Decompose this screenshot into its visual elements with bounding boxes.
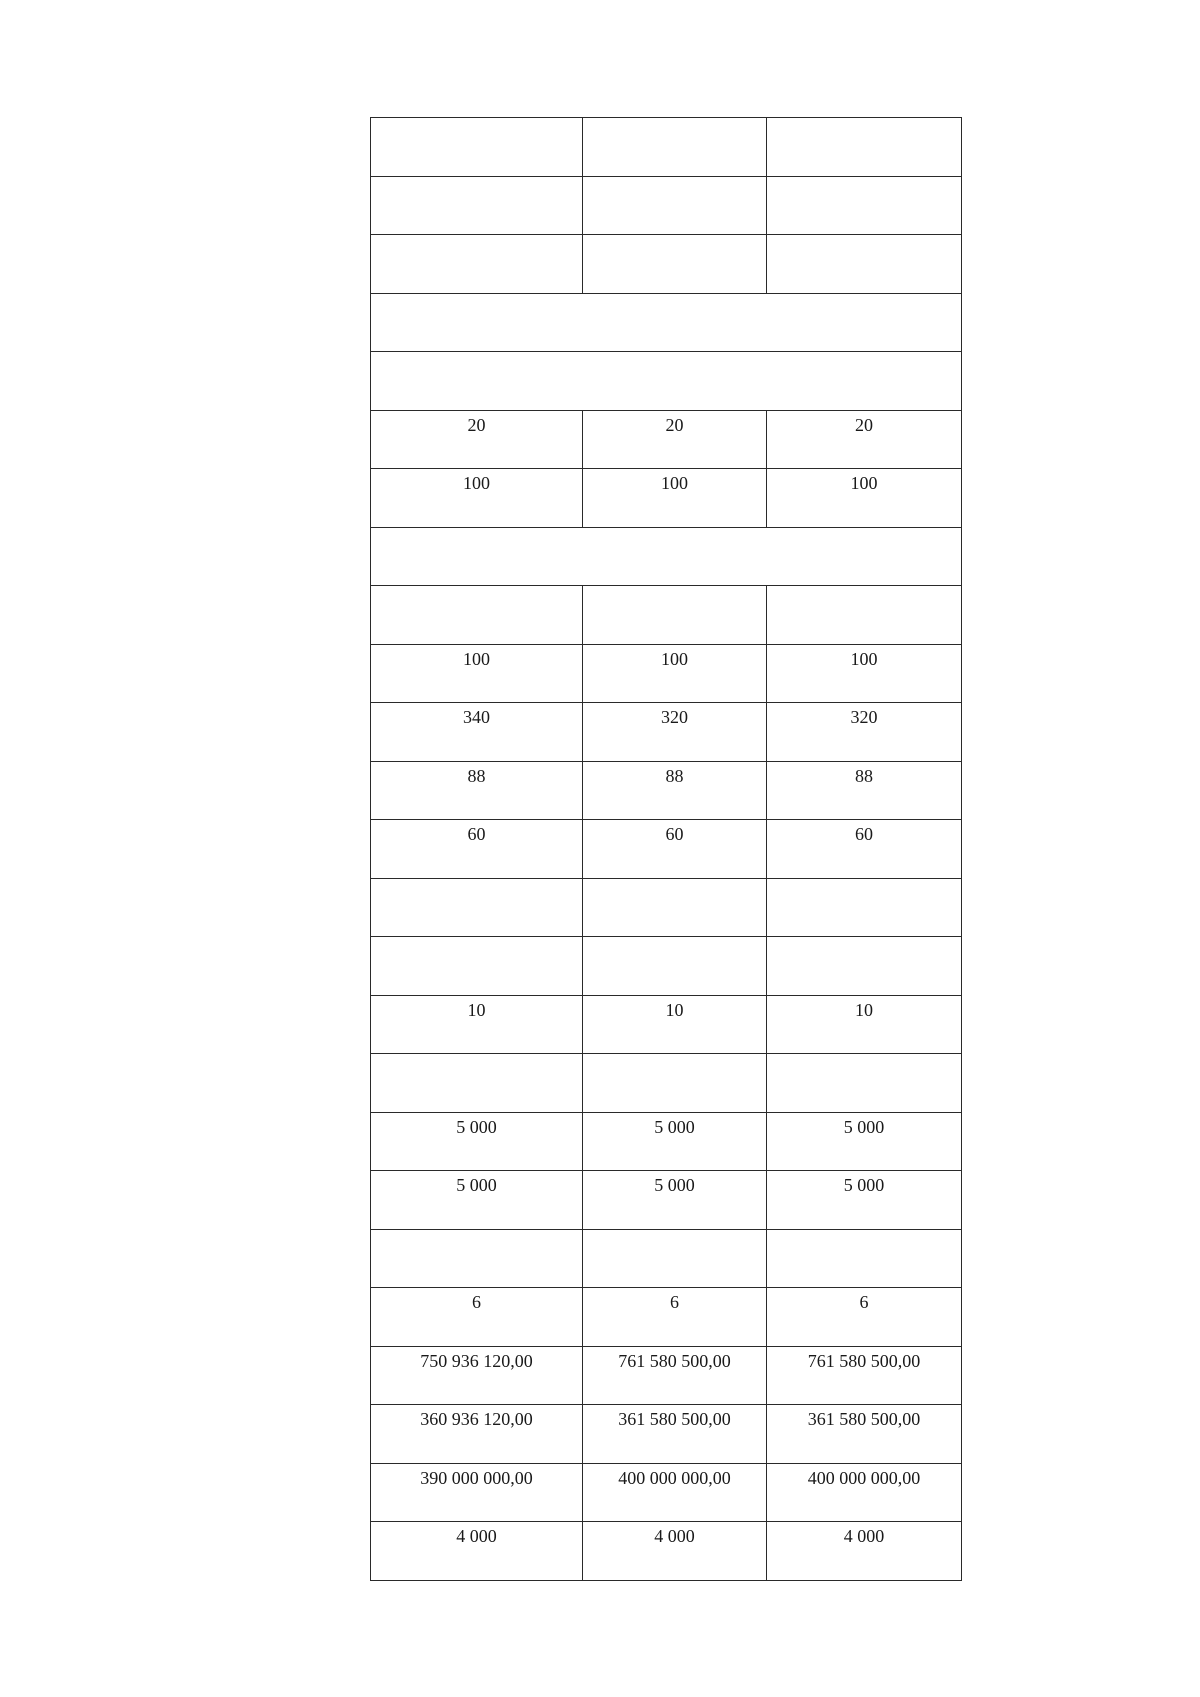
table-cell [583, 761, 767, 820]
table-cell [371, 118, 583, 177]
table-cell [767, 703, 962, 762]
table-cell [371, 1229, 583, 1288]
table-cell [583, 995, 767, 1054]
table-cell [371, 1522, 583, 1581]
table-cell [583, 1288, 767, 1347]
table-row [371, 644, 962, 703]
table-cell [583, 469, 767, 528]
table-cell [767, 118, 962, 177]
cell-value [583, 235, 766, 240]
cell-value [371, 235, 582, 240]
table-cell [371, 703, 583, 762]
cell-value: 761 580 500,00 [618, 1350, 731, 1371]
table-row [371, 586, 962, 645]
table-cell [767, 469, 962, 528]
table-cell [767, 1522, 962, 1581]
cell-value [371, 177, 582, 182]
table-cell [767, 1112, 962, 1171]
table-row [371, 1112, 962, 1171]
cell-value: 100 [463, 473, 490, 493]
table-cell [767, 235, 962, 294]
cell-value: 5 000 [843, 1175, 885, 1195]
cell-value: 100 [850, 473, 878, 493]
table-cell [583, 1054, 767, 1113]
cell-value [371, 352, 961, 357]
table-cell [767, 937, 962, 996]
table-cell [371, 1054, 583, 1113]
cell-value: 20 [467, 414, 486, 435]
table-row [371, 235, 962, 294]
table-cell [767, 1346, 962, 1405]
cell-value: 60 [665, 824, 684, 844]
cell-value: 10 [467, 999, 486, 1020]
table-cell [371, 1288, 583, 1347]
table-cell [371, 761, 583, 820]
cell-value [767, 586, 961, 591]
cell-value: 60 [467, 824, 486, 844]
table-cell [583, 1171, 767, 1230]
cell-value: 320 [850, 707, 878, 727]
cell-value [371, 879, 582, 884]
table-row [371, 820, 962, 879]
table-row [371, 995, 962, 1054]
table-cell [767, 1054, 962, 1113]
table-cell [583, 410, 767, 469]
cell-value: 4 000 [654, 1526, 695, 1546]
cell-value: 88 [467, 765, 486, 786]
table-cell [583, 820, 767, 879]
table-row [371, 1522, 962, 1581]
table-cell [583, 1522, 767, 1581]
cell-value [767, 1054, 961, 1059]
cell-value [767, 937, 961, 942]
table-cell [583, 878, 767, 937]
table-row [371, 1405, 962, 1464]
table-row [371, 1229, 962, 1288]
cell-value [767, 879, 961, 884]
cell-value [371, 937, 582, 942]
cell-value [371, 294, 961, 299]
table-cell [767, 995, 962, 1054]
cell-value [583, 879, 766, 884]
table-cell [583, 586, 767, 645]
cell-value: 361 580 500,00 [618, 1409, 731, 1429]
table-cell [767, 1288, 962, 1347]
cell-value [583, 1054, 766, 1059]
cell-value: 4 000 [843, 1526, 885, 1546]
table-cell [371, 1112, 583, 1171]
table-row [371, 118, 962, 177]
table-cell [767, 644, 962, 703]
table-cell [767, 820, 962, 879]
data-table [370, 117, 962, 1581]
table-cell [371, 995, 583, 1054]
table-row [371, 1288, 962, 1347]
table-merged-cell [371, 352, 962, 411]
table-cell [767, 410, 962, 469]
table-row [371, 1463, 962, 1522]
table-body [371, 118, 962, 1581]
table-cell [371, 1463, 583, 1522]
table-cell [371, 410, 583, 469]
table-cell [371, 644, 583, 703]
cell-value: 320 [661, 707, 688, 727]
table-cell [767, 176, 962, 235]
cell-value [371, 1230, 582, 1235]
cell-value [371, 528, 961, 533]
cell-value: 100 [661, 648, 688, 669]
table-row [371, 937, 962, 996]
table-cell [767, 1405, 962, 1464]
cell-value: 400 000 000,00 [807, 1467, 921, 1488]
cell-value: 4 000 [456, 1526, 497, 1546]
table-row [371, 703, 962, 762]
cell-value: 340 [463, 707, 490, 727]
table-row [371, 352, 962, 411]
cell-value [583, 177, 766, 182]
cell-value: 361 580 500,00 [807, 1409, 921, 1429]
table-row [371, 1054, 962, 1113]
table-row [371, 878, 962, 937]
table-row [371, 1171, 962, 1230]
cell-value: 10 [855, 999, 873, 1020]
cell-value: 390 000 000,00 [420, 1467, 533, 1488]
cell-value [767, 118, 961, 123]
table-row [371, 410, 962, 469]
cell-value: 20 [665, 414, 684, 435]
cell-value [371, 118, 582, 123]
table-cell [767, 586, 962, 645]
cell-value [583, 1230, 766, 1235]
table-cell [583, 937, 767, 996]
table-row [371, 176, 962, 235]
table-cell [583, 118, 767, 177]
cell-value: 60 [855, 824, 873, 844]
table-cell [371, 820, 583, 879]
table-cell [767, 761, 962, 820]
cell-value: 6 [472, 1292, 481, 1312]
cell-value [583, 586, 766, 591]
table-cell [767, 1171, 962, 1230]
cell-value [371, 1054, 582, 1059]
table-cell [371, 1346, 583, 1405]
cell-value: 400 000 000,00 [618, 1467, 731, 1488]
cell-value: 10 [665, 999, 684, 1020]
table-cell [583, 176, 767, 235]
table-cell [583, 235, 767, 294]
cell-value: 100 [850, 648, 878, 669]
table-cell [371, 937, 583, 996]
cell-value [371, 586, 582, 591]
table-cell [583, 703, 767, 762]
table-row [371, 293, 962, 352]
table-cell [371, 586, 583, 645]
cell-value: 100 [661, 473, 688, 493]
cell-value [767, 1230, 961, 1235]
cell-value: 88 [855, 765, 873, 786]
table-cell [371, 878, 583, 937]
table-merged-cell [371, 527, 962, 586]
table-cell [371, 1405, 583, 1464]
table-row [371, 761, 962, 820]
table-merged-cell [371, 293, 962, 352]
table-cell [583, 1229, 767, 1288]
cell-value: 5 000 [654, 1175, 695, 1195]
table-cell [583, 1405, 767, 1464]
table-cell [371, 1171, 583, 1230]
cell-value: 6 [859, 1292, 869, 1312]
table-cell [767, 1229, 962, 1288]
table-cell [767, 1463, 962, 1522]
table-row [371, 1346, 962, 1405]
cell-value: 5 000 [456, 1175, 497, 1195]
cell-value: 5 000 [843, 1116, 885, 1137]
cell-value: 88 [665, 765, 684, 786]
cell-value: 761 580 500,00 [807, 1350, 921, 1371]
table-cell [767, 878, 962, 937]
cell-value: 6 [670, 1292, 679, 1312]
cell-value: 360 936 120,00 [420, 1409, 533, 1429]
table-row [371, 469, 962, 528]
table-cell [583, 644, 767, 703]
table-row [371, 527, 962, 586]
table-cell [371, 469, 583, 528]
cell-value: 5 000 [654, 1116, 695, 1137]
cell-value: 5 000 [456, 1116, 497, 1137]
cell-value [583, 937, 766, 942]
table-cell [583, 1463, 767, 1522]
cell-value [583, 118, 766, 123]
cell-value [767, 177, 961, 182]
table-cell [371, 176, 583, 235]
cell-value: 100 [463, 648, 490, 669]
table-cell [583, 1346, 767, 1405]
cell-value: 20 [855, 414, 873, 435]
cell-value [767, 235, 961, 240]
cell-value: 750 936 120,00 [420, 1350, 533, 1371]
table-cell [371, 235, 583, 294]
table-cell [583, 1112, 767, 1171]
